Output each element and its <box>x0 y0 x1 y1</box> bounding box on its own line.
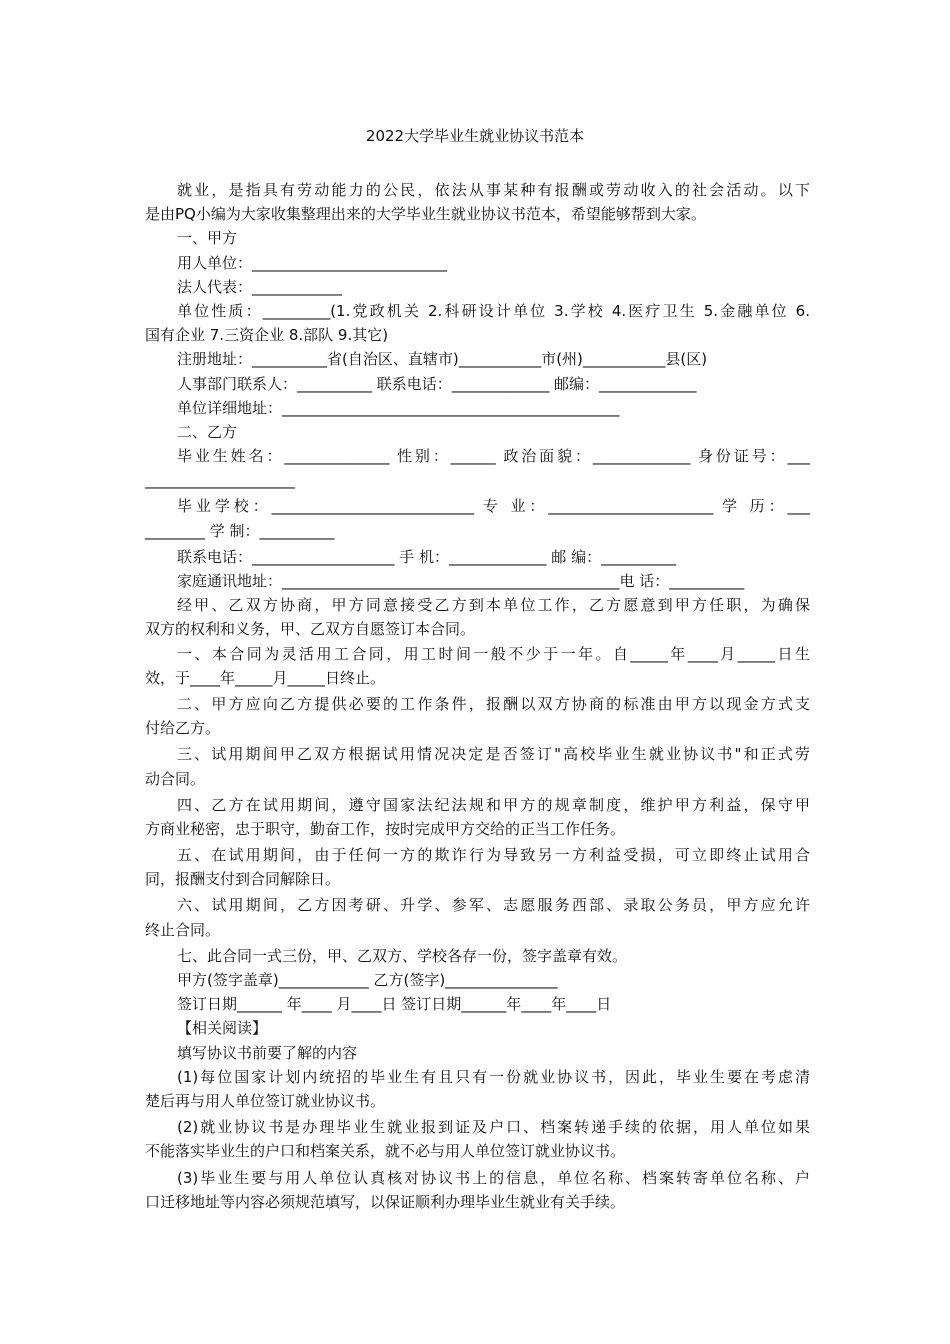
text-line: 三、试用期间甲乙双方根据试用情况决定是否签订"高校毕业生就业协议书"和正式劳 <box>177 745 810 764</box>
text-line: 单位性质：_________(1.党政机关 2.科研设计单位 3.学校 4.医疗卫生 5.金融单位 6. <box>177 301 810 320</box>
text-line: 用人单位：__________________________ <box>177 253 448 272</box>
text-line: 动合同。 <box>145 769 206 788</box>
text-line: (2)就业协议书是办理毕业生就业报到证及户口、档案转递手续的依据，用人单位如果 <box>177 1118 810 1137</box>
text-line: 口迁移地址等内容必须规范填写，以保证顺利办理毕业生就业有关手续。 <box>145 1192 626 1211</box>
text-line: 【相关阅读】 <box>177 1019 268 1038</box>
text-line: 一、本合同为灵活用工合同，用工时间一般不少于一年。自_____年____月_____日生 <box>177 644 810 663</box>
text-line: 单位详细地址：_____________________________________________ <box>177 398 620 417</box>
text-line: 六、试用期间，乙方因考研、升学、参军、志愿服务西部、录取公务员，甲方应允许 <box>177 896 810 915</box>
text-line: (3)毕业生要与用人单位认真核对协议书上的信息，单位名称、档案转寄单位名称、户 <box>177 1168 810 1187</box>
text-line: 一、甲方 <box>177 229 238 248</box>
text-line: 家庭通讯地址：_____________________________________________电 话：__________ <box>177 572 745 590</box>
text-line: 效，于____年_____月_____日终止。 <box>145 668 386 687</box>
text-line: 双方的权利和义务，甲、乙双方自愿签订本合同。 <box>145 620 476 639</box>
text-line: 国有企业 7.三资企业 8.部队 9.其它) <box>145 326 389 345</box>
text-line: 甲方(签字盖章)____________ 乙方(签字)_______________ <box>177 971 558 989</box>
text-line: ________ 学 制：__________ <box>145 521 335 540</box>
text-line: (1)每位国家计划内统招的毕业生有且只有一份就业协议书，因此，毕业生要在考虑清 <box>177 1067 810 1086</box>
text-line: 方商业秘密，忠于职守，勤奋工作，按时完成甲方交给的正当工作任务。 <box>145 819 626 838</box>
text-line: 二、乙方 <box>177 422 238 441</box>
text-line: 不能落实毕业生的户口和档案关系，就不必与用人单位签订就业协议书。 <box>145 1142 626 1161</box>
text-line: 是由PQ小编为大家收集整理出来的大学毕业生就业协议书范本，希望能够帮到大家。 <box>145 205 706 224</box>
text-line: 付给乙方。 <box>145 719 221 738</box>
text-line: 毕业生姓名：______________ 性别：______ 政治面貌：_____________ 身份证号：___ <box>177 447 810 466</box>
text-line: ____________________ <box>145 471 295 490</box>
text-line: 终止合同。 <box>145 920 221 939</box>
document-body <box>145 178 810 1214</box>
text-line: 同，报酬支付到合同解除日。 <box>145 870 341 889</box>
text-line: 人事部门联系人：__________ 联系电话：_____________ 邮编：_____________ <box>177 374 697 393</box>
text-line: 二、甲方应向乙方提供必要的工作条件，报酬以双方协商的标准由甲方以现金方式支 <box>177 694 810 713</box>
text-line: 就业，是指具有劳动能力的公民，依法从事某种有报酬或劳动收入的社会活动。以下 <box>177 181 810 199</box>
text-line: 联系电话：___________________ 手 机：_____________ 邮 编：__________ <box>177 547 677 566</box>
text-line: 七、此合同一式三份，甲、乙双方、学校各存一份，签字盖章有效。 <box>177 946 628 965</box>
text-line: 注册地址：__________省(自治区、直辖市)___________市(州)___________县(区) <box>177 350 708 369</box>
text-line: 楚后再与用人单位签订就业协议书。 <box>145 1091 386 1110</box>
text-line: 填写协议书前要了解的内容 <box>177 1043 358 1062</box>
text-line: 毕业学校：___________________________ 专 业：______________________ 学 历：___ <box>177 497 810 516</box>
text-line: 经甲、乙双方协商，甲方同意接受乙方到本单位工作，乙方愿意到甲方任职，为确保 <box>177 596 810 615</box>
text-line: 法人代表：____________ <box>177 277 343 296</box>
text-line: 签订日期______ 年____ 月____日 签订日期______年____年____日 <box>177 995 612 1014</box>
text-line: 五、在试用期间，由于任何一方的欺诈行为导致另一方利益受损，可立即终止试用合 <box>177 846 810 865</box>
document-title: 2022大学毕业生就业协议书范本 <box>365 127 585 145</box>
text-line: 四、乙方在试用期间，遵守国家法纪法规和甲方的规章制度，维护甲方利益，保守甲 <box>177 795 810 814</box>
